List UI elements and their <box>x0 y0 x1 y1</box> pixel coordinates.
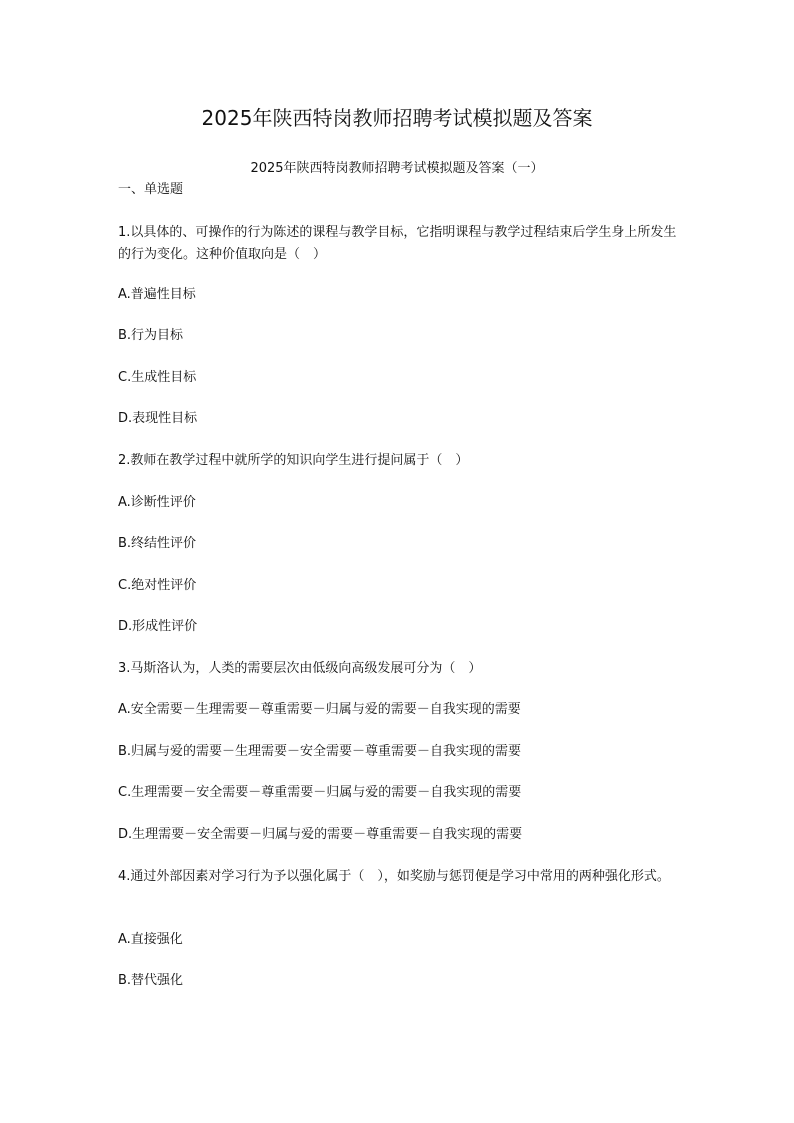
question-stem: 2.教师在教学过程中就所学的知识向学生进行提问属于（ ） <box>118 453 469 468</box>
answer-option: A.诊断性评价 <box>118 495 196 510</box>
document-subtitle: 2025年陕西特岗教师招聘考试模拟题及答案（一） <box>250 161 544 176</box>
question-stem: 4.通过外部因素对学习行为予以强化属于（ ），如奖励与惩罚便是学习中常用的两种强化形式。 <box>118 869 670 884</box>
answer-option: B.归属与爱的需要－生理需要－安全需要－尊重需要－自我实现的需要 <box>118 744 522 759</box>
answer-option: C.生理需要－安全需要－尊重需要－归属与爱的需要－自我实现的需要 <box>118 785 522 800</box>
document-title: 2025年陕西特岗教师招聘考试模拟题及答案 <box>201 106 593 130</box>
answer-option: D.生理需要－安全需要－归属与爱的需要－尊重需要－自我实现的需要 <box>118 827 523 842</box>
answer-option: A.安全需要－生理需要－尊重需要－归属与爱的需要－自我实现的需要 <box>118 702 521 717</box>
answer-option: B.行为目标 <box>118 328 184 343</box>
section-heading: 一、单选题 <box>118 182 184 197</box>
answer-option: C.绝对性评价 <box>118 578 197 593</box>
answer-option: C.生成性目标 <box>118 370 197 385</box>
answer-option: A.直接强化 <box>118 932 183 947</box>
question-stem: 1.以具体的、可操作的行为陈述的课程与教学目标，它指明课程与教学过程结束后学生身上所发生的行为变化。这种价值取向是（ ） <box>118 225 677 262</box>
answer-option: A.普遍性目标 <box>118 287 196 302</box>
answer-option: B.替代强化 <box>118 973 184 988</box>
answer-option: D.表现性目标 <box>118 411 198 426</box>
question-stem: 3.马斯洛认为，人类的需要层次由低级向高级发展可分为（ ） <box>118 661 482 676</box>
answer-option: D.形成性评价 <box>118 619 198 634</box>
answer-option: B.终结性评价 <box>118 536 197 551</box>
